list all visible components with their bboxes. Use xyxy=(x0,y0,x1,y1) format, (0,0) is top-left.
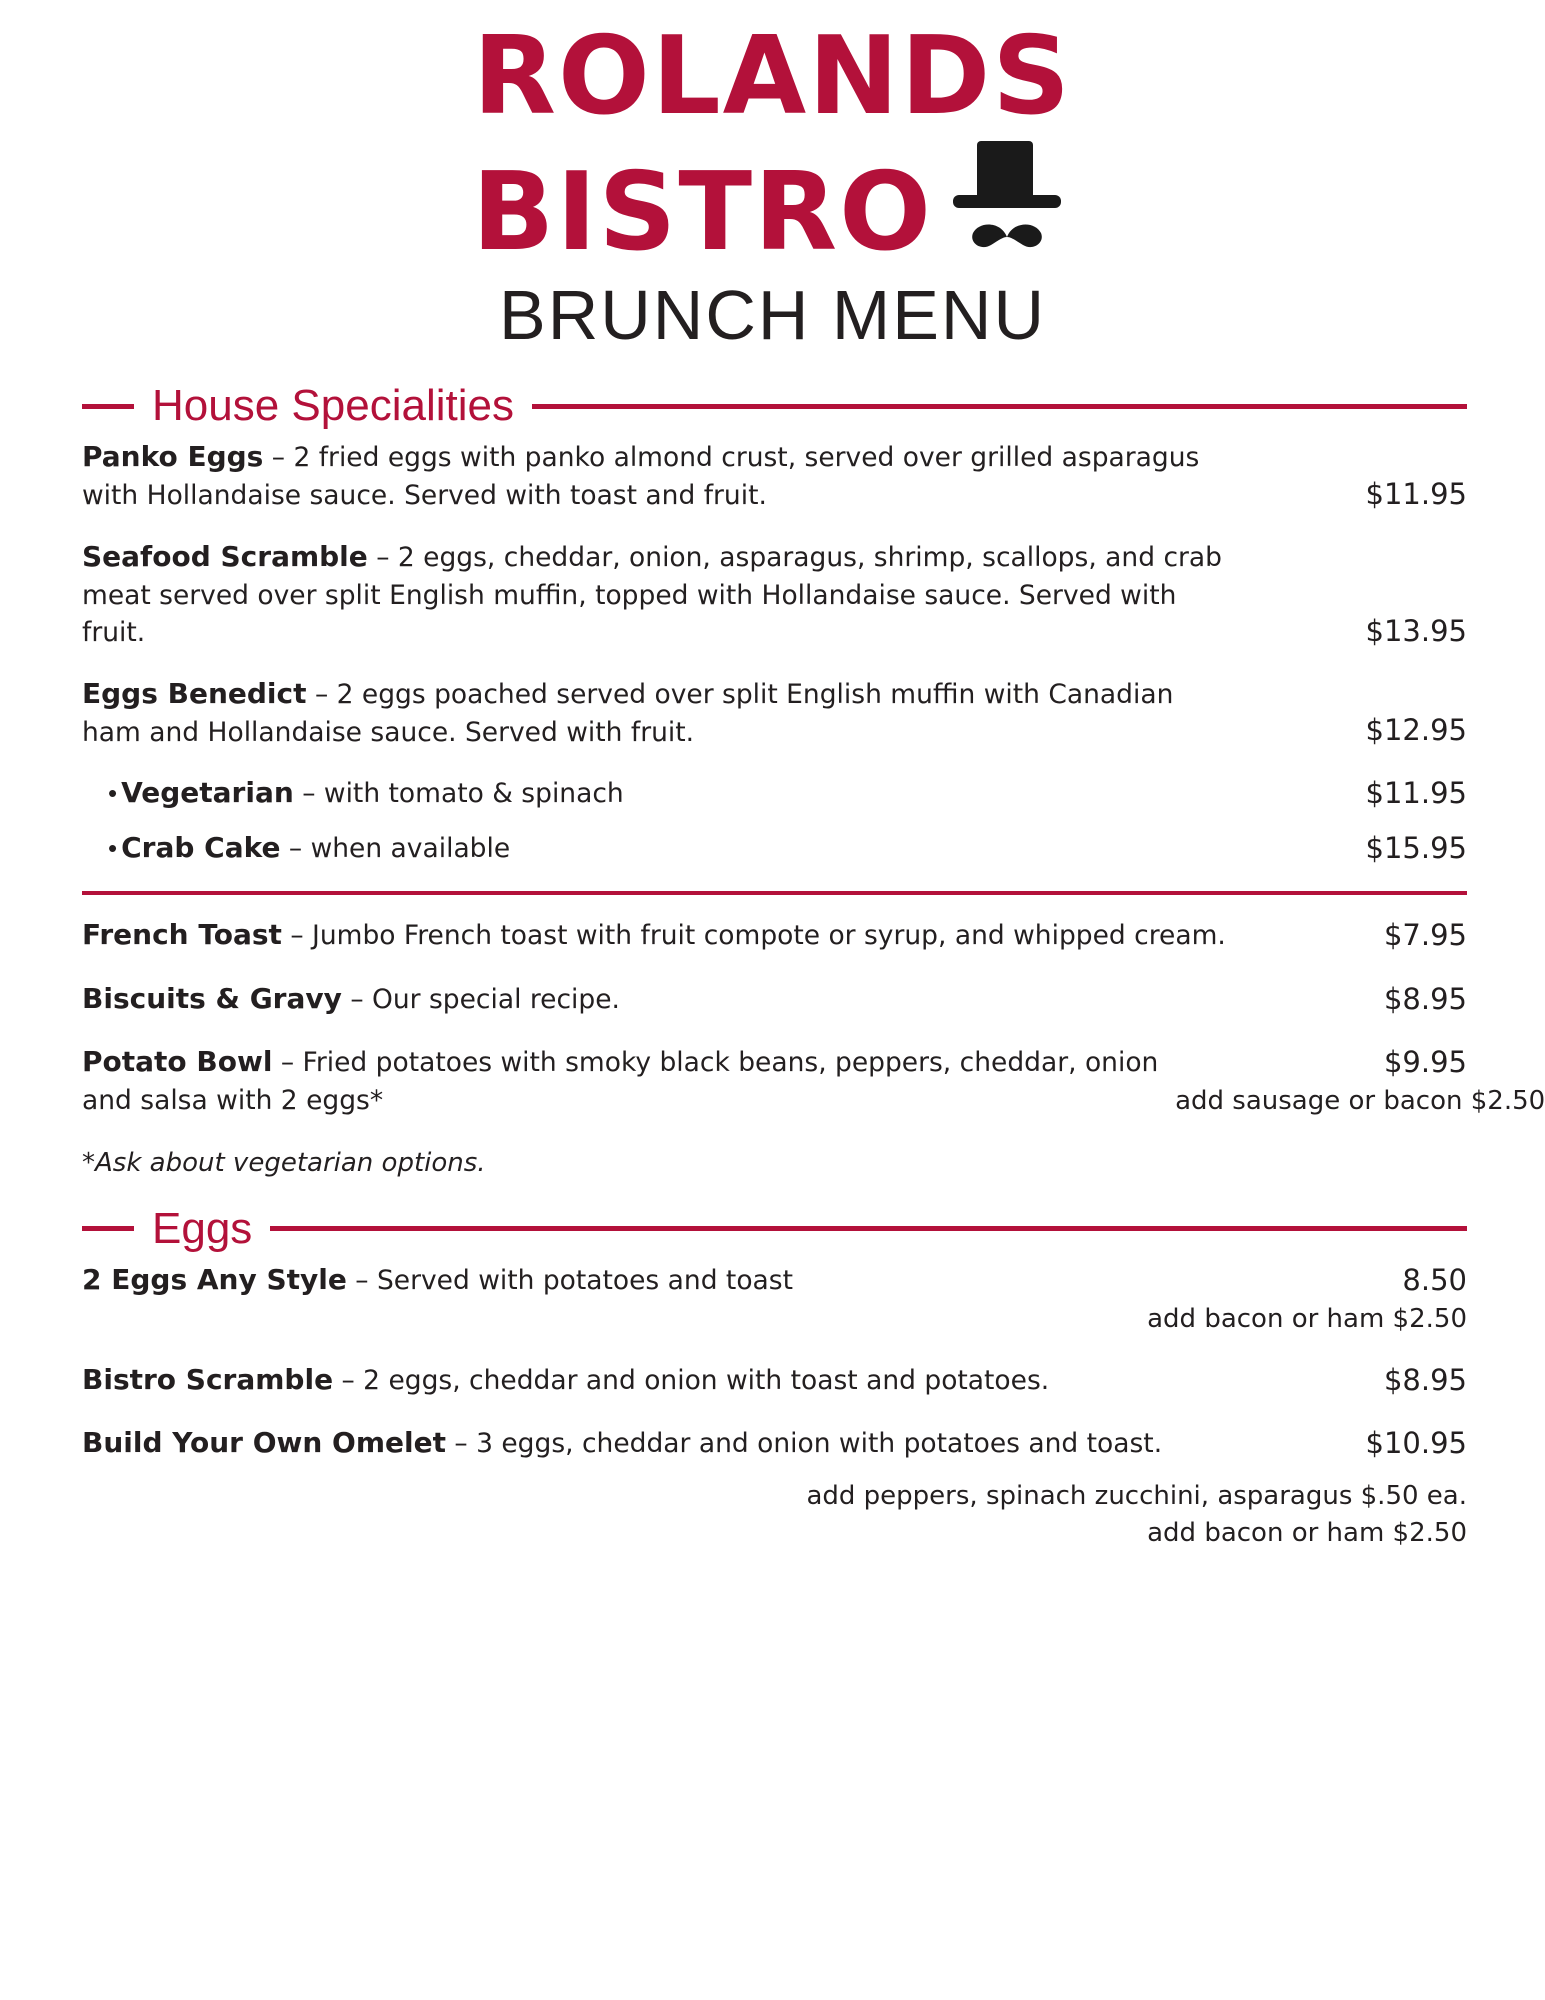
section-rule xyxy=(532,404,1467,409)
menu-sub-item xyxy=(82,828,1467,869)
section-title: House Specialities xyxy=(152,381,514,431)
omelet-addon-note-1: add peppers, spinach zucchini, asparagus $.50 ea. xyxy=(806,1481,1467,1512)
menu-item xyxy=(82,1042,1545,1120)
menu-item-price: $9.95 xyxy=(1383,1044,1467,1079)
logo-bistro-row xyxy=(0,133,1545,275)
eggs-items xyxy=(0,1260,1545,1464)
vegetarian-options-footnote: *Ask about vegetarian options. xyxy=(82,1147,486,1178)
menu-item-price-col xyxy=(1257,1360,1467,1401)
logo-text-rolands: ROLANDS xyxy=(472,14,1073,139)
menu-item-price-note: add sausage or bacon $2.50 xyxy=(1175,1086,1545,1116)
menu-item-name: Vegetarian xyxy=(121,776,294,810)
menu-item-text xyxy=(82,1042,1175,1119)
menu-item xyxy=(82,674,1467,751)
menu-item-price: $11.95 xyxy=(1365,476,1467,511)
omelet-addon-note-2: add bacon or ham $2.50 xyxy=(1147,1517,1467,1548)
menu-item xyxy=(82,537,1467,652)
menu-item-name: Seafood Scramble xyxy=(82,539,368,573)
section-dash xyxy=(82,1226,134,1231)
section-header-eggs xyxy=(0,1204,1545,1254)
logo-text-bistro: BISTRO xyxy=(472,150,933,275)
menu-item-price-col xyxy=(1257,1423,1467,1464)
section-dash xyxy=(82,404,134,409)
menu-item-price-col xyxy=(1147,1260,1467,1338)
menu-item-name: Bistro Scramble xyxy=(82,1362,334,1396)
menu-item-name: Eggs Benedict xyxy=(82,676,307,710)
menu-item-price: $8.95 xyxy=(1383,981,1467,1016)
menu-item-price: 8.50 xyxy=(1402,1262,1467,1297)
menu-item-name: French Toast xyxy=(82,918,282,952)
menu-item-text xyxy=(82,979,620,1019)
menu-item-desc: – 2 eggs poached served over split English muffin with Canadian ham and Hollandaise sauce. Served with fruit. xyxy=(82,678,1174,748)
menu-item-desc: – when available xyxy=(280,833,511,865)
menu-item-text xyxy=(82,437,1232,514)
menu-item-name: 2 Eggs Any Style xyxy=(82,1262,347,1296)
menu-item-price: $10.95 xyxy=(1365,1426,1467,1461)
menu-item-price-col xyxy=(1257,915,1467,956)
menu-item-price-note: add bacon or ham $2.50 xyxy=(1147,1304,1467,1335)
menu-item-desc: – 2 eggs, cheddar, onion, asparagus, shrimp, scallops, and crab meat served over split English muffin, topped with Hollandaise sauce. Served with fruit. xyxy=(82,541,1222,649)
menu-item-name: Crab Cake xyxy=(121,831,281,865)
menu-item-price-col xyxy=(1257,773,1467,814)
menu-item-desc: – Our special recipe. xyxy=(341,983,620,1015)
menu-item-price-col xyxy=(1257,710,1467,751)
menu-item-price-col xyxy=(1175,1042,1545,1120)
menu-item-name: Panko Eggs xyxy=(82,440,264,474)
section-title: Eggs xyxy=(152,1203,253,1253)
menu-item xyxy=(82,979,1467,1020)
menu-item-text xyxy=(82,674,1232,751)
menu-item-desc: – Jumbo French toast with fruit compote or syrup, and whipped cream. xyxy=(281,920,1226,952)
menu-item-price: $12.95 xyxy=(1365,712,1467,747)
menu-item-price-col xyxy=(1257,474,1467,515)
menu-item-desc: – 2 eggs, cheddar and onion with toast and potatoes. xyxy=(333,1364,1050,1396)
section-rule xyxy=(270,1226,1467,1231)
menu-item-text xyxy=(108,773,624,813)
menu-item-price-col xyxy=(1257,828,1467,869)
menu-item-text xyxy=(108,828,510,868)
logo-block xyxy=(0,0,1545,355)
menu-item xyxy=(82,915,1467,956)
page-title: BRUNCH MENU xyxy=(499,276,1046,355)
menu-item xyxy=(82,437,1467,514)
menu-item-name: Build Your Own Omelet xyxy=(82,1426,446,1460)
menu-item-price-col xyxy=(1257,611,1467,652)
menu-item-price: $11.95 xyxy=(1365,776,1467,811)
house-specialities-items-part2 xyxy=(0,915,1545,1119)
menu-item-price-col xyxy=(1257,979,1467,1020)
menu-item-price: $13.95 xyxy=(1365,613,1467,648)
bullet-icon: • xyxy=(108,834,118,865)
menu-item-price: $7.95 xyxy=(1383,918,1467,953)
menu-item-text xyxy=(82,537,1232,652)
menu-sub-item xyxy=(82,773,1467,814)
menu-item-desc: – Served with potatoes and toast xyxy=(346,1264,793,1296)
menu-item-name: Potato Bowl xyxy=(82,1044,273,1078)
menu-item-desc: – 2 fried eggs with panko almond crust, served over grilled asparagus with Hollandaise sauce. Served with toast and fruit. xyxy=(82,442,1200,512)
menu-item xyxy=(82,1423,1467,1464)
top-hat-mustache-icon xyxy=(943,133,1073,263)
menu-item xyxy=(82,1260,1467,1338)
menu-item-desc: – with tomato & spinach xyxy=(293,778,624,810)
menu-item-text xyxy=(82,1260,793,1300)
menu-item-price: $15.95 xyxy=(1365,831,1467,866)
menu-item-name: Biscuits & Gravy xyxy=(82,981,342,1015)
menu-item-text xyxy=(82,1360,1049,1400)
menu-item-text xyxy=(82,1423,1162,1463)
menu-item-price: $8.95 xyxy=(1383,1362,1467,1397)
menu-item xyxy=(82,1360,1467,1401)
bullet-icon: • xyxy=(108,779,118,810)
section-divider xyxy=(82,891,1467,895)
house-specialities-items xyxy=(0,437,1545,869)
menu-item-desc: – 3 eggs, cheddar and onion with potatoes and toast. xyxy=(446,1428,1163,1460)
menu-item-desc: – Fried potatoes with smoky black beans, peppers, cheddar, onion and salsa with 2 eggs* xyxy=(82,1046,1159,1116)
section-header-house-specialities xyxy=(0,381,1545,431)
menu-item-text xyxy=(82,915,1226,955)
